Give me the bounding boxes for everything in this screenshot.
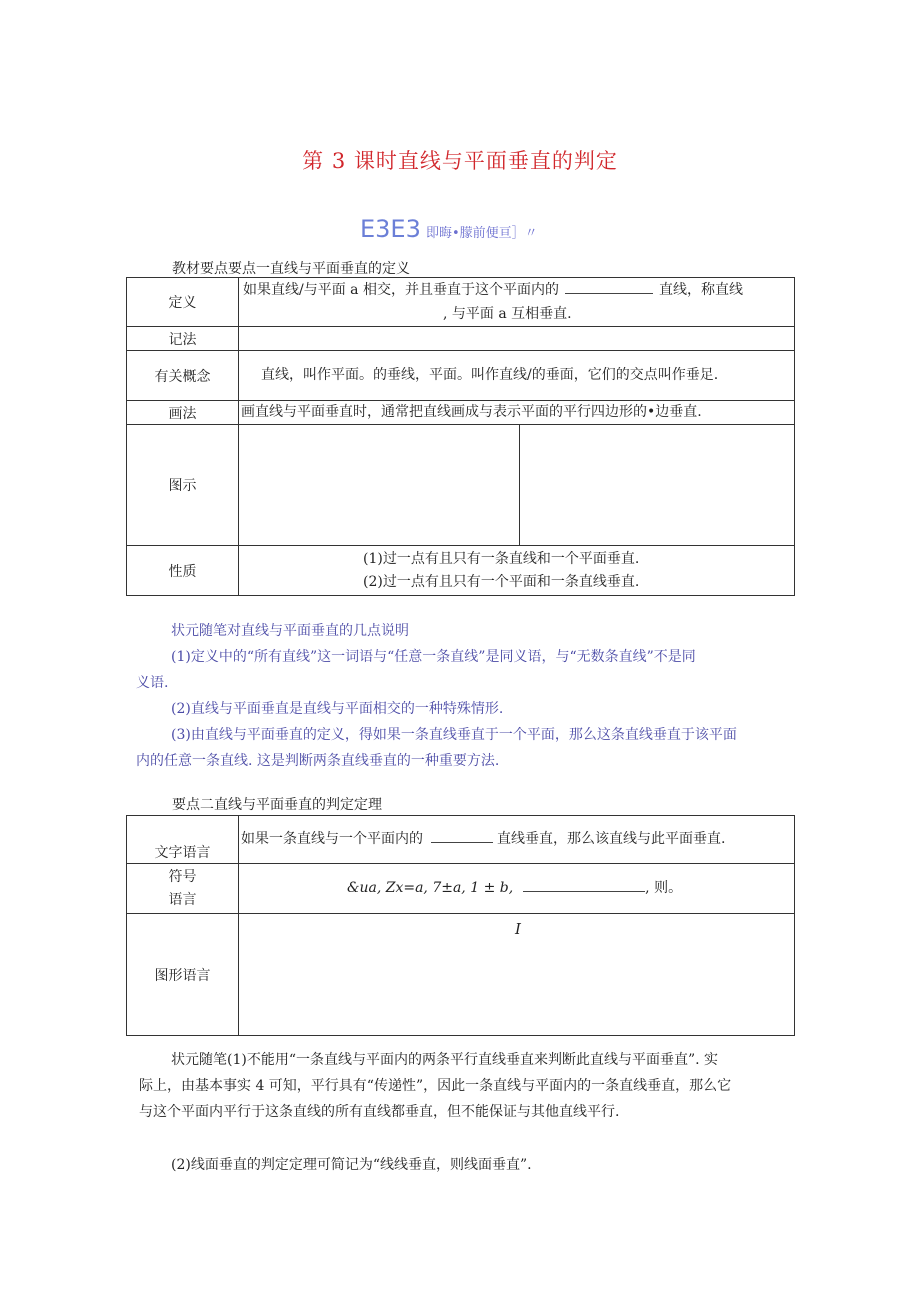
section-banner (360, 215, 538, 243)
symbol-lang-cell (239, 864, 795, 914)
row-label-graphic-lang: 图形语言 (127, 914, 239, 1036)
table-row (127, 401, 795, 425)
table-row (127, 816, 795, 864)
figure-cell-right (520, 425, 795, 546)
table-row (127, 546, 795, 596)
property-cell (239, 546, 795, 596)
property-line1: (1)过一点有且只有一条直线和一个平面垂直. (363, 550, 640, 567)
notation-cell[interactable] (239, 327, 795, 351)
note1-p1a: (1)定义中的“所有直线”这一词语与“任意一条直线”是同义语，与“无数条直线”不是同 (171, 649, 696, 665)
note1-p3a: (3)由直线与平面垂直的定义，得如果一条直线垂直于一个平面，那么这条直线垂直于该平面 (171, 727, 737, 743)
note1-p1b: 义语. (136, 675, 169, 691)
banner-logo-text: E3E3 (360, 215, 421, 243)
note1-heading: 状元随笔对直线与平面垂直的几点说明 (171, 623, 409, 639)
note2-p1b: 际上，由基本事实 4 可知，平行具有“传递性”，因此一条直线与平面内的一条直线垂直，那么它 (139, 1078, 732, 1094)
fill-in-blank[interactable] (431, 830, 493, 843)
note2-p1c: 与这个平面内平行于这条直线的所有直线都垂直，但不能保证与其他直线平行. (139, 1104, 620, 1120)
symbol-label-line2: 语言 (168, 891, 197, 908)
row-label-figure: 图示 (127, 425, 239, 546)
definition-line2: , 与平面 a 互相垂直. (443, 306, 572, 322)
definition-table (126, 277, 795, 596)
figure-cell-left (239, 425, 520, 546)
concepts-text: 直线，叫作平面。的垂线，平面。叫作直线/的垂面，它们的交点叫作垂足. (261, 367, 719, 383)
row-label-drawing: 画法 (127, 401, 239, 425)
drawing-cell (239, 401, 795, 425)
para2: (2)线面垂直的判定定理可简记为“线线垂直，则线面垂直”. (171, 1157, 532, 1173)
symbol-expression: &ua, Zx=a, 7±a, 1 ± b, (347, 880, 514, 896)
fill-in-blank[interactable] (565, 281, 653, 294)
text-lang-post: 直线垂直，那么该直线与此平面垂直. (497, 831, 726, 847)
row-label-notation: 记法 (127, 327, 239, 351)
note2-block (139, 1047, 809, 1125)
symbol-label-line1: 符号 (168, 868, 197, 885)
section1-heading: 教材要点要点一直线与平面垂直的定义 (172, 261, 410, 277)
definition-line1-pre: 如果直线/与平面 a 相交，并且垂直于这个平面内的 (243, 282, 559, 298)
definition-cell (239, 278, 795, 327)
theorem-table (126, 815, 795, 1036)
definition-line1-post: 直线，称直线 (658, 282, 743, 298)
row-label-symbol-lang (127, 864, 239, 914)
banner-caption: 即晦•朦前便亘］〃 (425, 226, 538, 241)
property-line2: (2)过一点有且只有一个平面和一条直线垂直. (363, 573, 640, 590)
row-label-property: 性质 (127, 546, 239, 596)
figure-mark: I (515, 920, 521, 938)
table-row (127, 864, 795, 914)
text-lang-pre: 如果一条直线与一个平面内的 (241, 831, 423, 847)
text-lang-cell (239, 816, 795, 864)
table-row (127, 351, 795, 401)
table-row (127, 327, 795, 351)
note2-p1a: 状元随笔(1)不能用“一条直线与平面内的两条平行直线垂直来判断此直线与平面垂直”. 实 (171, 1052, 719, 1068)
note1-p2: (2)直线与平面垂直是直线与平面相交的一种特殊情形. (171, 701, 504, 717)
note1-block (126, 618, 798, 774)
graphic-lang-cell (239, 914, 795, 1036)
row-label-text-lang: 文字语言 (127, 816, 239, 864)
row-label-concepts: 有关概念 (127, 351, 239, 401)
drawing-text: 画直线与平面垂直时，通常把直线画成与表示平面的平行四边形的•边垂直. (241, 404, 702, 420)
concepts-cell (239, 351, 795, 401)
row-label-definition: 定义 (127, 278, 239, 327)
page-title: 第 3 课时直线与平面垂直的判定 (302, 149, 618, 173)
symbol-lang-post: , 则。 (645, 880, 683, 896)
table-row (127, 914, 795, 1036)
table-row (127, 425, 795, 546)
fill-in-blank[interactable] (523, 879, 645, 892)
note1-p3b: 内的任意一条直线. 这是判断两条直线垂直的一种重要方法. (136, 753, 500, 769)
section2-heading: 要点二直线与平面垂直的判定定理 (172, 797, 382, 813)
table-row (127, 278, 795, 327)
